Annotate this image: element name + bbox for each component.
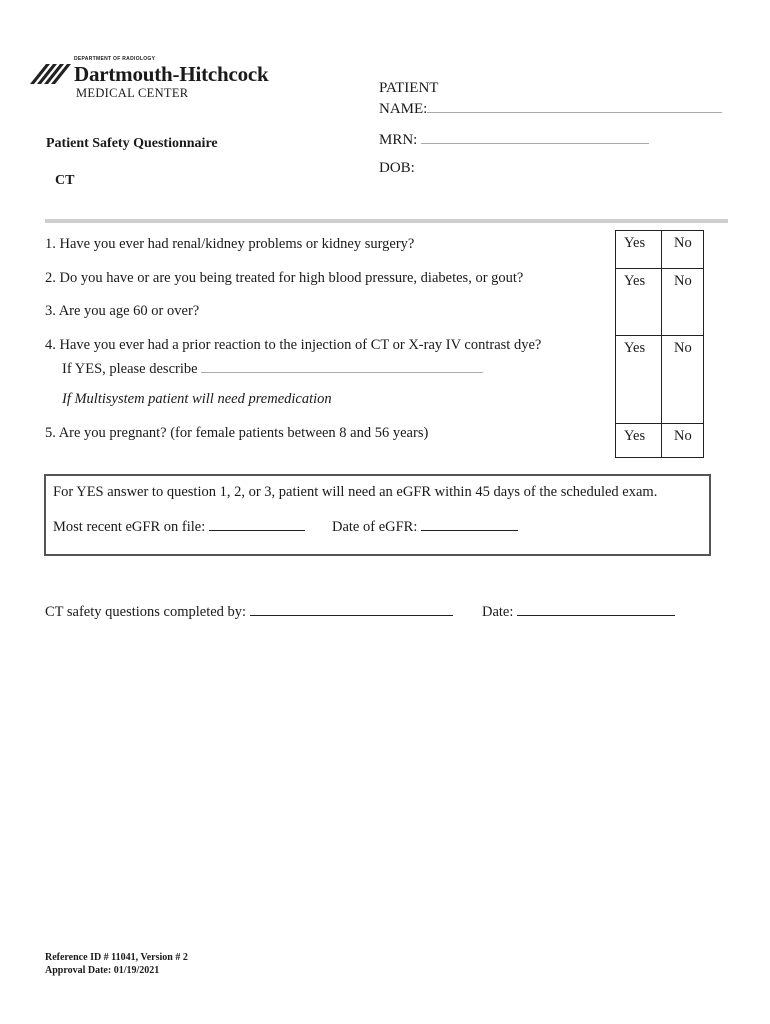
logo-department: DEPARTMENT OF RADIOLOGY bbox=[74, 56, 156, 62]
egfr-date-field[interactable] bbox=[421, 516, 518, 531]
multisystem-note: If Multisystem patient will need premedication bbox=[62, 391, 332, 407]
question-4-describe-label: If YES, please describe bbox=[62, 361, 198, 377]
yes-option-q1[interactable]: Yes bbox=[616, 231, 662, 268]
completed-by-field[interactable] bbox=[250, 601, 453, 616]
question-1: 1. Have you ever had renal/kidney problems or kidney surgery? bbox=[45, 236, 415, 252]
no-option-q2[interactable]: No bbox=[674, 273, 692, 289]
egfr-date-label: Date of eGFR: bbox=[332, 519, 418, 535]
no-option-q1[interactable]: No bbox=[674, 235, 692, 251]
mrn-label: MRN: bbox=[379, 132, 418, 148]
yes-option-q5[interactable]: Yes bbox=[616, 424, 662, 457]
question-5: 5. Are you pregnant? (for female patients between 8 and 56 years) bbox=[45, 425, 429, 441]
no-option-q5[interactable]: No bbox=[674, 428, 692, 444]
egfr-note: For YES answer to question 1, 2, or 3, patient will need an eGFR within 45 days of the scheduled exam. bbox=[53, 484, 658, 500]
completed-by-row bbox=[45, 601, 453, 621]
footer-reference: Reference ID # 11041, Version # 2 bbox=[45, 952, 188, 963]
logo-name: Dartmouth-Hitchcock bbox=[74, 62, 269, 86]
egfr-recent-label: Most recent eGFR on file: bbox=[53, 519, 206, 535]
section-divider bbox=[45, 219, 728, 223]
no-option-q4[interactable]: No bbox=[674, 340, 692, 356]
form-title: Patient Safety Questionnaire bbox=[46, 136, 218, 151]
mrn-field[interactable] bbox=[421, 129, 649, 144]
patient-label: PATIENT bbox=[379, 80, 439, 96]
answer-grid-q5 bbox=[615, 423, 704, 458]
completion-date-row bbox=[482, 601, 675, 621]
completion-date-field[interactable] bbox=[517, 601, 675, 616]
patient-name-label: NAME: bbox=[379, 101, 428, 117]
egfr-recent-row bbox=[53, 516, 305, 536]
question-4: 4. Have you ever had a prior reaction to the injection of CT or X-ray IV contrast dye? bbox=[45, 337, 542, 353]
answer-grid-q1-q3 bbox=[615, 230, 704, 269]
egfr-recent-field[interactable] bbox=[209, 516, 305, 531]
logo-subtitle: MEDICAL CENTER bbox=[76, 86, 189, 100]
patient-name-field[interactable] bbox=[427, 98, 722, 113]
egfr-date-row bbox=[332, 516, 518, 536]
question-2: 2. Do you have or are you being treated for high blood pressure, diabetes, or gout? bbox=[45, 270, 524, 286]
form-modality: CT bbox=[55, 173, 75, 188]
yes-option-q2[interactable]: Yes bbox=[616, 269, 662, 335]
completed-by-label: CT safety questions completed by: bbox=[45, 604, 247, 620]
dob-label: DOB: bbox=[379, 160, 415, 176]
question-4-describe-row bbox=[62, 358, 483, 378]
question-4-describe-field[interactable] bbox=[201, 358, 483, 373]
completion-date-label: Date: bbox=[482, 604, 514, 620]
logo-stripes-icon bbox=[30, 62, 72, 86]
mrn-row bbox=[379, 129, 649, 149]
answer-grid-q2-q3 bbox=[615, 268, 704, 336]
answer-grid-q4 bbox=[615, 335, 704, 424]
question-3: 3. Are you age 60 or over? bbox=[45, 303, 200, 319]
yes-option-q4[interactable]: Yes bbox=[616, 336, 662, 423]
patient-name-row bbox=[379, 98, 722, 118]
egfr-box bbox=[44, 474, 711, 556]
footer-approval: Approval Date: 01/19/2021 bbox=[45, 965, 160, 976]
